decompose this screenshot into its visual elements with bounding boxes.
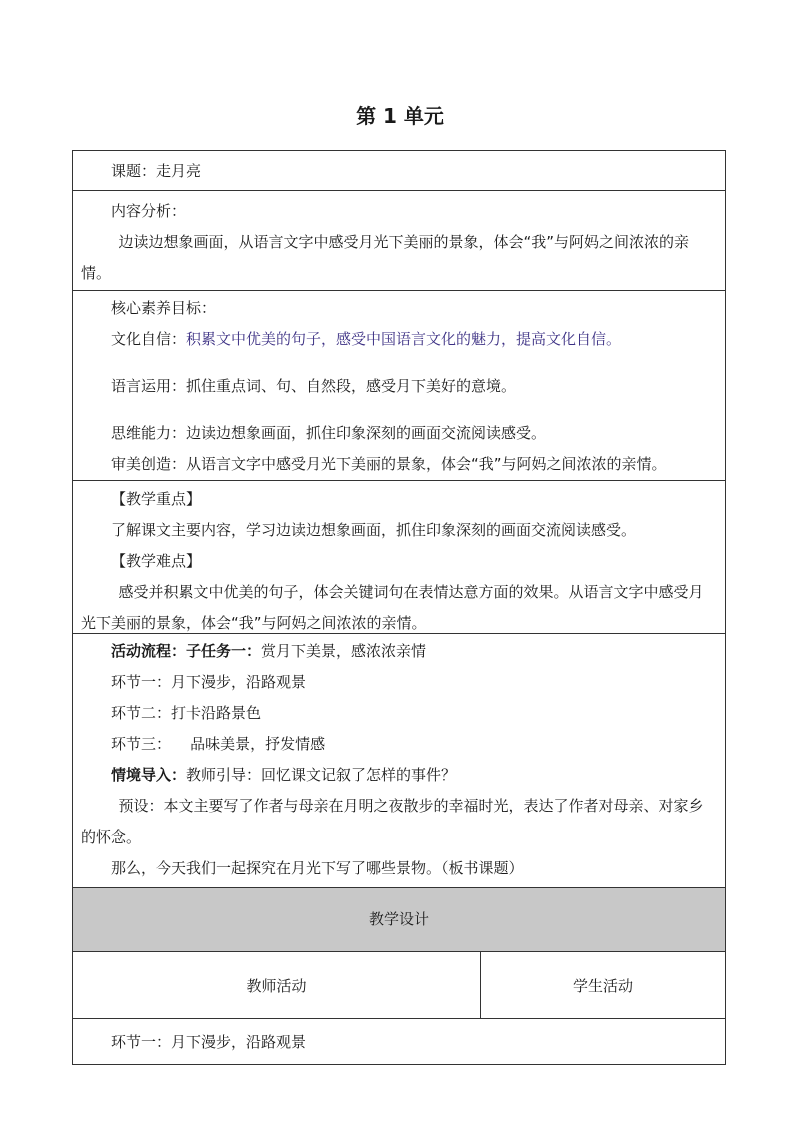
teacher-activity-header: 教师活动: [73, 952, 481, 1018]
goal-aesthetic: [111, 449, 717, 480]
activity-preset: 预设：本文主要写了作者与母亲在月明之夜散步的幸福时光，表达了作者对母亲、对家乡的怀念。: [81, 797, 704, 846]
goal-culture-text: 积累文中优美的句子，感受中国语言文化的魅力，提高文化自信。: [186, 330, 622, 348]
goal-culture: [111, 324, 717, 355]
core-goals-section: [73, 291, 725, 481]
key-points-section: [73, 481, 725, 634]
design-columns: [73, 952, 725, 1019]
student-activity-header: 学生活动: [572, 976, 633, 995]
goal-thinking: [111, 418, 717, 449]
key-points-text: 了解课文主要内容，学习边读边想象画面，抓住印象深刻的画面交流阅读感受。: [111, 521, 637, 539]
activity-step-3: 环节三： 品味美景，抒发情感: [111, 735, 326, 753]
design-header: 教学设计: [73, 888, 725, 952]
activity-flow: [81, 636, 717, 667]
goal-thinking-text: 边读边想象画面，抓住印象深刻的画面交流阅读感受。: [186, 424, 547, 442]
activity-intro-label: 情境导入：: [111, 766, 187, 784]
key-points-heading: 【教学重点】: [111, 490, 202, 508]
activity-intro-text: 教师引导：回忆课文记叙了怎样的事件？: [186, 766, 457, 784]
lesson-row: [73, 151, 725, 191]
design-first-row-text: 环节一：月下漫步，沿路观景: [111, 1033, 307, 1051]
activity-closing: 那么，今天我们一起探究在月光下写了哪些景物。（板书课题）: [111, 859, 524, 877]
difficulty-heading: 【教学难点】: [111, 552, 202, 570]
design-first-row: [73, 1019, 725, 1065]
goal-aesthetic-text: 从语言文字中感受月光下美丽的景象，体会“我”与阿妈之间浓浓的亲情。: [186, 455, 667, 473]
activity-flow-label: 活动流程：子任务一：: [111, 642, 262, 660]
goal-language: [111, 371, 717, 402]
goal-thinking-label: 思维能力：: [111, 424, 187, 442]
goal-aesthetic-label: 审美创造：: [111, 455, 187, 473]
goal-culture-label: 文化自信：: [111, 330, 187, 348]
activity-intro: [81, 760, 717, 791]
lesson-label: 课题：: [111, 162, 157, 180]
activity-step-1: 环节一：月下漫步，沿路观景: [111, 673, 307, 691]
lesson-value: 走月亮: [156, 162, 202, 180]
activity-section: [73, 634, 725, 888]
goal-language-text: 抓住重点词、句、自然段，感受月下美好的意境。: [186, 377, 517, 395]
page-title: 第 1 单元: [356, 104, 444, 128]
lesson-table: [72, 150, 726, 1065]
activity-flow-text: 赏月下美景，感浓浓亲情: [261, 642, 427, 660]
content-analysis-heading: 内容分析：: [111, 202, 187, 220]
content-analysis-section: [73, 191, 725, 291]
goal-language-label: 语言运用：: [111, 377, 187, 395]
core-goals-heading: 核心素养目标：: [111, 299, 217, 317]
content-analysis-text: 边读边想象画面，从语言文字中感受月光下美丽的景象，体会“我”与阿妈之间浓浓的亲情。: [81, 233, 690, 282]
activity-step-2: 环节二：打卡沿路景色: [111, 704, 262, 722]
difficulty-text: 感受并积累文中优美的句子，体会关键词句在表情达意方面的效果。从语言文字中感受月光下美丽的景象，体会“我”与阿妈之间浓浓的亲情。: [81, 583, 704, 632]
